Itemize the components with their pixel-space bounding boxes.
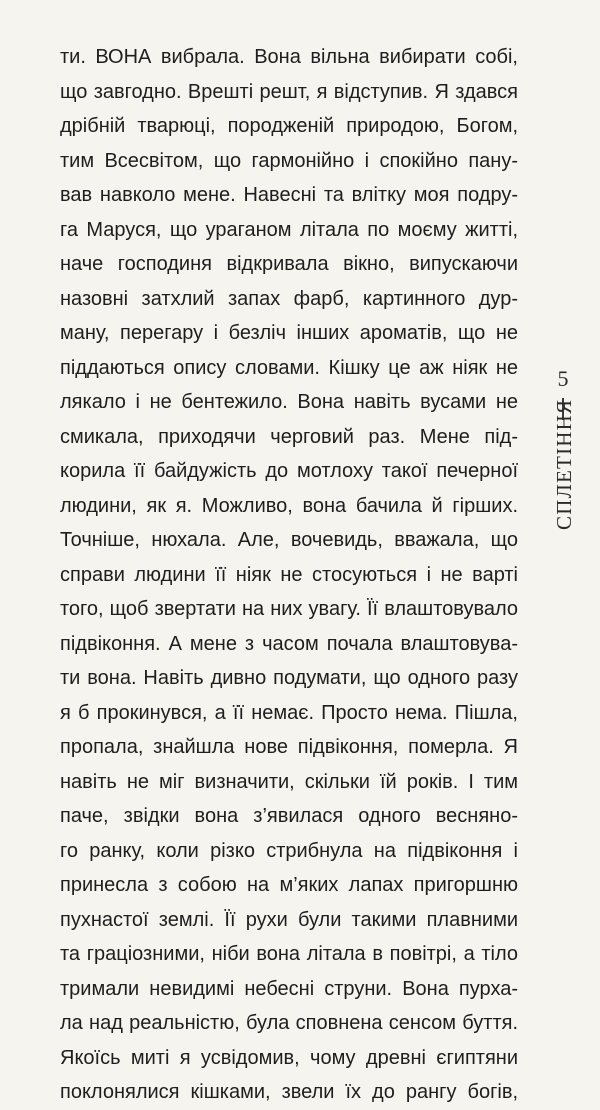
text-line: наче господиня відкривала вікно, випускаючи bbox=[60, 253, 518, 275]
text-line: я б прокинувся, а її немає. Просто нема. Пішла, bbox=[60, 701, 518, 724]
text-line: пухнастої землі. Її рухи були такими плавними bbox=[60, 908, 518, 931]
text-line: га Маруся, що ураганом літала по моєму житті, bbox=[60, 218, 518, 241]
text-line: назовні затхлий запах фарб, картинного дур- bbox=[60, 287, 518, 310]
text-line: принесла з собою на м’яких лапах пригоршню bbox=[60, 874, 518, 896]
text-line: тримали невидимі небесні струни. Вона пурха- bbox=[60, 977, 518, 1000]
text-line: смикала, приходячи черговий раз. Мене під- bbox=[60, 425, 518, 448]
text-line: навіть не міг визначити, скільки їй років. І тим bbox=[60, 770, 518, 793]
text-line: піддаються опису словами. Кішку це аж ніяк не bbox=[60, 356, 518, 379]
text-line: що завгодно. Врешті решт, я відступив. Я здався bbox=[60, 80, 518, 103]
text-line: вав навколо мене. Навесні та влітку моя подру- bbox=[60, 184, 518, 206]
text-line: дрібній тварюці, породженій природою, Богом, bbox=[60, 115, 518, 137]
text-line: того, щоб звертати на них увагу. Її влаштовувало bbox=[60, 598, 518, 620]
running-title: СПЛЕТІННЯ bbox=[552, 398, 576, 530]
text-line: лякало і не бентежило. Вона навіть вусами не bbox=[60, 391, 518, 413]
text-line: ти вона. Навіть дивно подумати, що одного разу bbox=[60, 667, 518, 689]
text-line: пропала, знайшла нове підвіконня, померла. Я bbox=[60, 736, 518, 758]
text-line: ти. ВОНА вибрала. Вона вільна вибирати собі, bbox=[60, 46, 518, 68]
text-line: тим Всесвітом, що гармонійно і спокійно пану- bbox=[60, 149, 518, 172]
text-line: ману, перегару і безліч інших ароматів, що не bbox=[60, 322, 518, 344]
text-line: підвіконня. А мене з часом почала влаштовува- bbox=[60, 632, 518, 655]
page-number: 5 bbox=[557, 366, 569, 391]
text-line: Точніше, нюхала. Але, вочевидь, вважала, що bbox=[60, 529, 518, 551]
text-line: паче, звідки вона з’явилася одного весняно- bbox=[60, 805, 518, 827]
text-line: ла над реальністю, була сповнена сенсом буття. bbox=[60, 1012, 518, 1034]
text-line: го ранку, коли різко стрибнула на підвіконня і bbox=[60, 839, 518, 862]
margin-running-head bbox=[548, 360, 578, 560]
text-line: справи людини її ніяк не стосуються і не варті bbox=[60, 563, 518, 586]
text-line: корила її байдужість до мотлоху такої печерної bbox=[60, 460, 518, 482]
text-line: поклонялися кішками, звели їх до рангу богів, bbox=[60, 1081, 518, 1103]
text-line: Якоїсь миті я усвідомив, чому древні єгиптяни bbox=[60, 1046, 518, 1069]
body-text bbox=[60, 40, 518, 1110]
text-line: людини, як я. Можливо, вона бачила й гірших. bbox=[60, 494, 518, 517]
text-line: та граціозними, ніби вона літала в повітрі, а тіло bbox=[60, 943, 518, 965]
